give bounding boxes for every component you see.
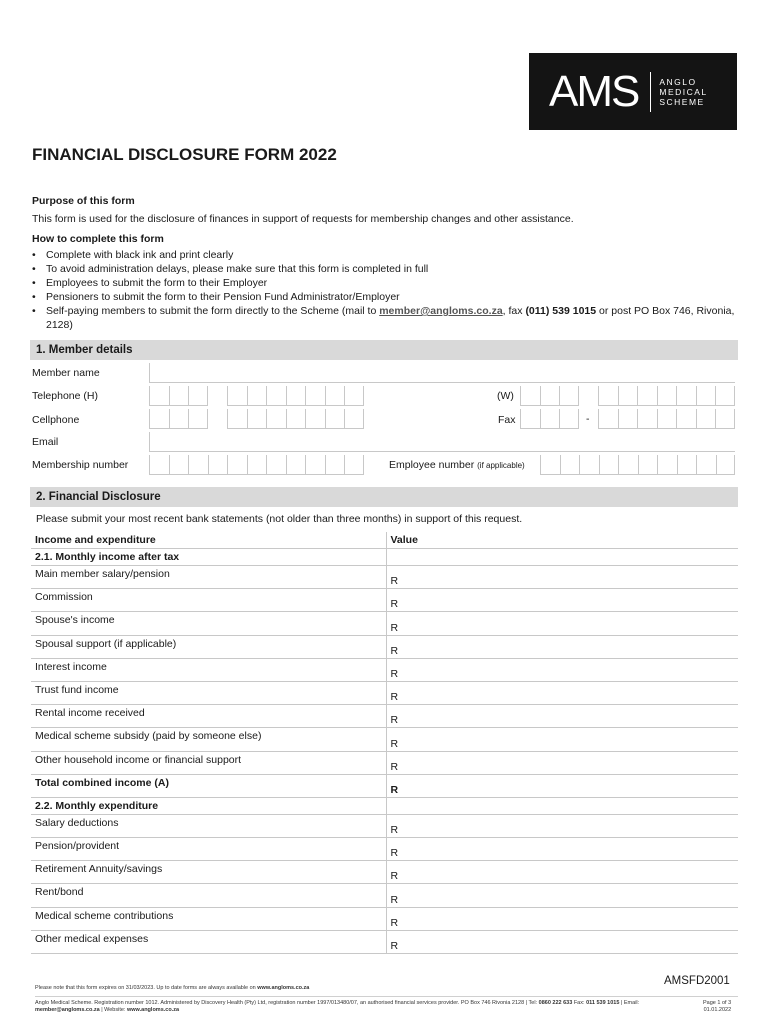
value-field[interactable]: R — [386, 751, 738, 774]
employee-number-field[interactable] — [540, 455, 735, 475]
table-row — [31, 681, 738, 704]
row-label: Spouse's income — [31, 612, 386, 635]
email-label: Email — [32, 436, 59, 448]
table-row — [31, 751, 738, 774]
row-label: Pension/provident — [31, 838, 386, 861]
form-date: 01.01.2022 — [703, 1007, 732, 1013]
value-field[interactable]: R — [386, 728, 738, 751]
expense-subheading: 2.2. Monthly expenditure — [31, 797, 386, 814]
income-subheading: 2.1. Monthly income after tax — [31, 549, 386, 566]
legal-text — [35, 1000, 675, 1014]
instruction-item: • Complete with black ink and print clearly — [32, 248, 742, 262]
telephone-work-label: (W) — [497, 390, 514, 402]
footer-telephone: 0860 222 633 — [538, 1000, 573, 1006]
employee-number-label — [389, 459, 525, 471]
cellphone-label: Cellphone — [32, 414, 80, 426]
legal-text-part: | Email: — [619, 1000, 640, 1006]
row-label: Interest income — [31, 658, 386, 681]
scheme-fax: (011) 539 1015 — [525, 305, 597, 317]
value-field[interactable]: R — [386, 930, 738, 953]
financial-disclosure-heading: 2. Financial Disclosure — [30, 487, 738, 507]
employee-number-text: Employee number — [389, 459, 478, 471]
footer-fax: 011 539 1015 — [586, 1000, 620, 1006]
table-row — [31, 884, 738, 907]
fax-code-field[interactable] — [520, 409, 579, 429]
income-total-label: Total combined income (A) — [31, 774, 386, 797]
expense-subheading-row — [31, 797, 738, 814]
footer-email-link[interactable]: member@angloms.co.za — [35, 1007, 100, 1013]
row-label: Main member salary/pension — [31, 566, 386, 589]
expiry-text: Please note that this form expires on 31/03/2023. Up to date forms are always available on — [35, 985, 258, 991]
fax-dash: - — [586, 413, 590, 425]
value-field[interactable]: R — [386, 612, 738, 635]
form-code: AMSFD2001 — [664, 975, 730, 987]
telephone-work-number-field[interactable] — [598, 386, 735, 406]
legal-text-part: | Website: — [99, 1007, 127, 1013]
logo-mark: AMS — [549, 66, 639, 116]
table-row — [31, 838, 738, 861]
legal-text-part: Fax: — [572, 1000, 587, 1006]
instructions-list — [32, 248, 742, 332]
value-field[interactable]: R — [386, 705, 738, 728]
instruction-text: or post PO Box 746, Rivonia, 2128) — [46, 305, 735, 331]
value-field[interactable]: R — [386, 907, 738, 930]
instruction-text: , fax — [502, 305, 526, 317]
row-label: Medical scheme subsidy (paid by someone else) — [31, 728, 386, 751]
table-row — [31, 635, 738, 658]
row-label: Rental income received — [31, 705, 386, 728]
member-name-field[interactable] — [149, 363, 735, 383]
logo-subtitle — [659, 77, 707, 107]
member-name-label: Member name — [32, 367, 100, 379]
employee-number-note: (if applicable) — [477, 461, 525, 470]
row-label: Other household income or financial support — [31, 751, 386, 774]
email-field[interactable] — [149, 432, 735, 452]
value-field[interactable]: R — [386, 814, 738, 837]
table-row — [31, 930, 738, 953]
form-title: FINANCIAL DISCLOSURE FORM 2022 — [32, 145, 337, 164]
page-number: Page 1 of 3 — [703, 1000, 732, 1006]
bank-statement-note: Please submit your most recent bank statements (not older than three months) in support of this request. — [36, 513, 523, 525]
footer-divider — [35, 996, 738, 997]
footer-website-link[interactable]: www.angloms.co.za — [126, 1007, 180, 1013]
instruction-item: • To avoid administration delays, please make sure that this form is completed in full — [32, 262, 742, 276]
column-header-income: Income and expenditure — [31, 532, 386, 549]
table-row — [31, 814, 738, 837]
income-total-row — [31, 774, 738, 797]
table-row — [31, 728, 738, 751]
value-field[interactable]: R — [386, 838, 738, 861]
table-row — [31, 566, 738, 589]
value-field[interactable]: R — [386, 884, 738, 907]
income-total-field[interactable]: R — [386, 774, 738, 797]
row-label: Commission — [31, 589, 386, 612]
row-label: Spousal support (if applicable) — [31, 635, 386, 658]
instruction-item: • Pensioners to submit the form to their Pension Fund Administrator/Employer — [32, 290, 742, 304]
purpose-text: This form is used for the disclosure of finances in support of requests for membership changes and other assistance. — [32, 213, 574, 225]
row-label: Trust fund income — [31, 681, 386, 704]
expiry-website-link[interactable]: www.angloms.co.za — [257, 985, 310, 991]
membership-number-label: Membership number — [32, 459, 129, 471]
value-field[interactable]: R — [386, 658, 738, 681]
logo-line-2: MEDICAL — [659, 86, 708, 97]
expiry-note — [35, 985, 309, 991]
logo-line-1: ANGLO — [659, 76, 697, 87]
table-row — [31, 612, 738, 635]
row-label: Medical scheme contributions — [31, 907, 386, 930]
table-row — [31, 705, 738, 728]
fax-number-field[interactable] — [598, 409, 735, 429]
income-subheading-row — [31, 549, 738, 566]
scheme-email-link[interactable]: member@angloms.co.za — [379, 305, 503, 317]
cellphone-number-field[interactable] — [227, 409, 364, 429]
table-header-row — [31, 532, 738, 549]
value-field[interactable]: R — [386, 566, 738, 589]
table-row — [31, 907, 738, 930]
column-header-value: Value — [386, 532, 738, 549]
ams-logo — [529, 53, 737, 130]
row-label: Salary deductions — [31, 814, 386, 837]
legal-text-part: Anglo Medical Scheme. Registration number 1012. Administered by Discovery Health (Pty) Ltd, registration number 1997/013480/07, an authorised financial services provider. PO Box 746 Rivonia 2128 | Tel: — [35, 1000, 539, 1006]
row-label: Rent/bond — [31, 884, 386, 907]
value-field[interactable]: R — [386, 861, 738, 884]
telephone-home-code-field[interactable] — [149, 386, 208, 406]
instruction-text: Self-paying members to submit the form directly to the Scheme (mail to — [46, 305, 380, 317]
logo-divider — [650, 72, 651, 112]
table-row — [31, 658, 738, 681]
howto-heading: How to complete this form — [32, 233, 164, 245]
logo-line-3: SCHEME — [659, 96, 705, 107]
cellphone-code-field[interactable] — [149, 409, 208, 429]
value-field[interactable]: R — [386, 635, 738, 658]
value-field[interactable]: R — [386, 681, 738, 704]
telephone-work-code-field[interactable] — [520, 386, 579, 406]
row-label: Other medical expenses — [31, 930, 386, 953]
fax-label: Fax — [498, 414, 516, 426]
table-row — [31, 589, 738, 612]
row-label: Retirement Annuity/savings — [31, 861, 386, 884]
purpose-heading: Purpose of this form — [32, 195, 135, 207]
value-field[interactable]: R — [386, 589, 738, 612]
telephone-home-label: Telephone (H) — [32, 390, 98, 402]
page-info — [703, 1000, 731, 1014]
membership-number-field[interactable] — [149, 455, 364, 475]
member-details-heading: 1. Member details — [30, 340, 738, 360]
table-row — [31, 861, 738, 884]
instruction-item — [32, 304, 742, 332]
financial-table — [31, 532, 738, 954]
telephone-home-number-field[interactable] — [227, 386, 364, 406]
instruction-item: • Employees to submit the form to their Employer — [32, 276, 742, 290]
